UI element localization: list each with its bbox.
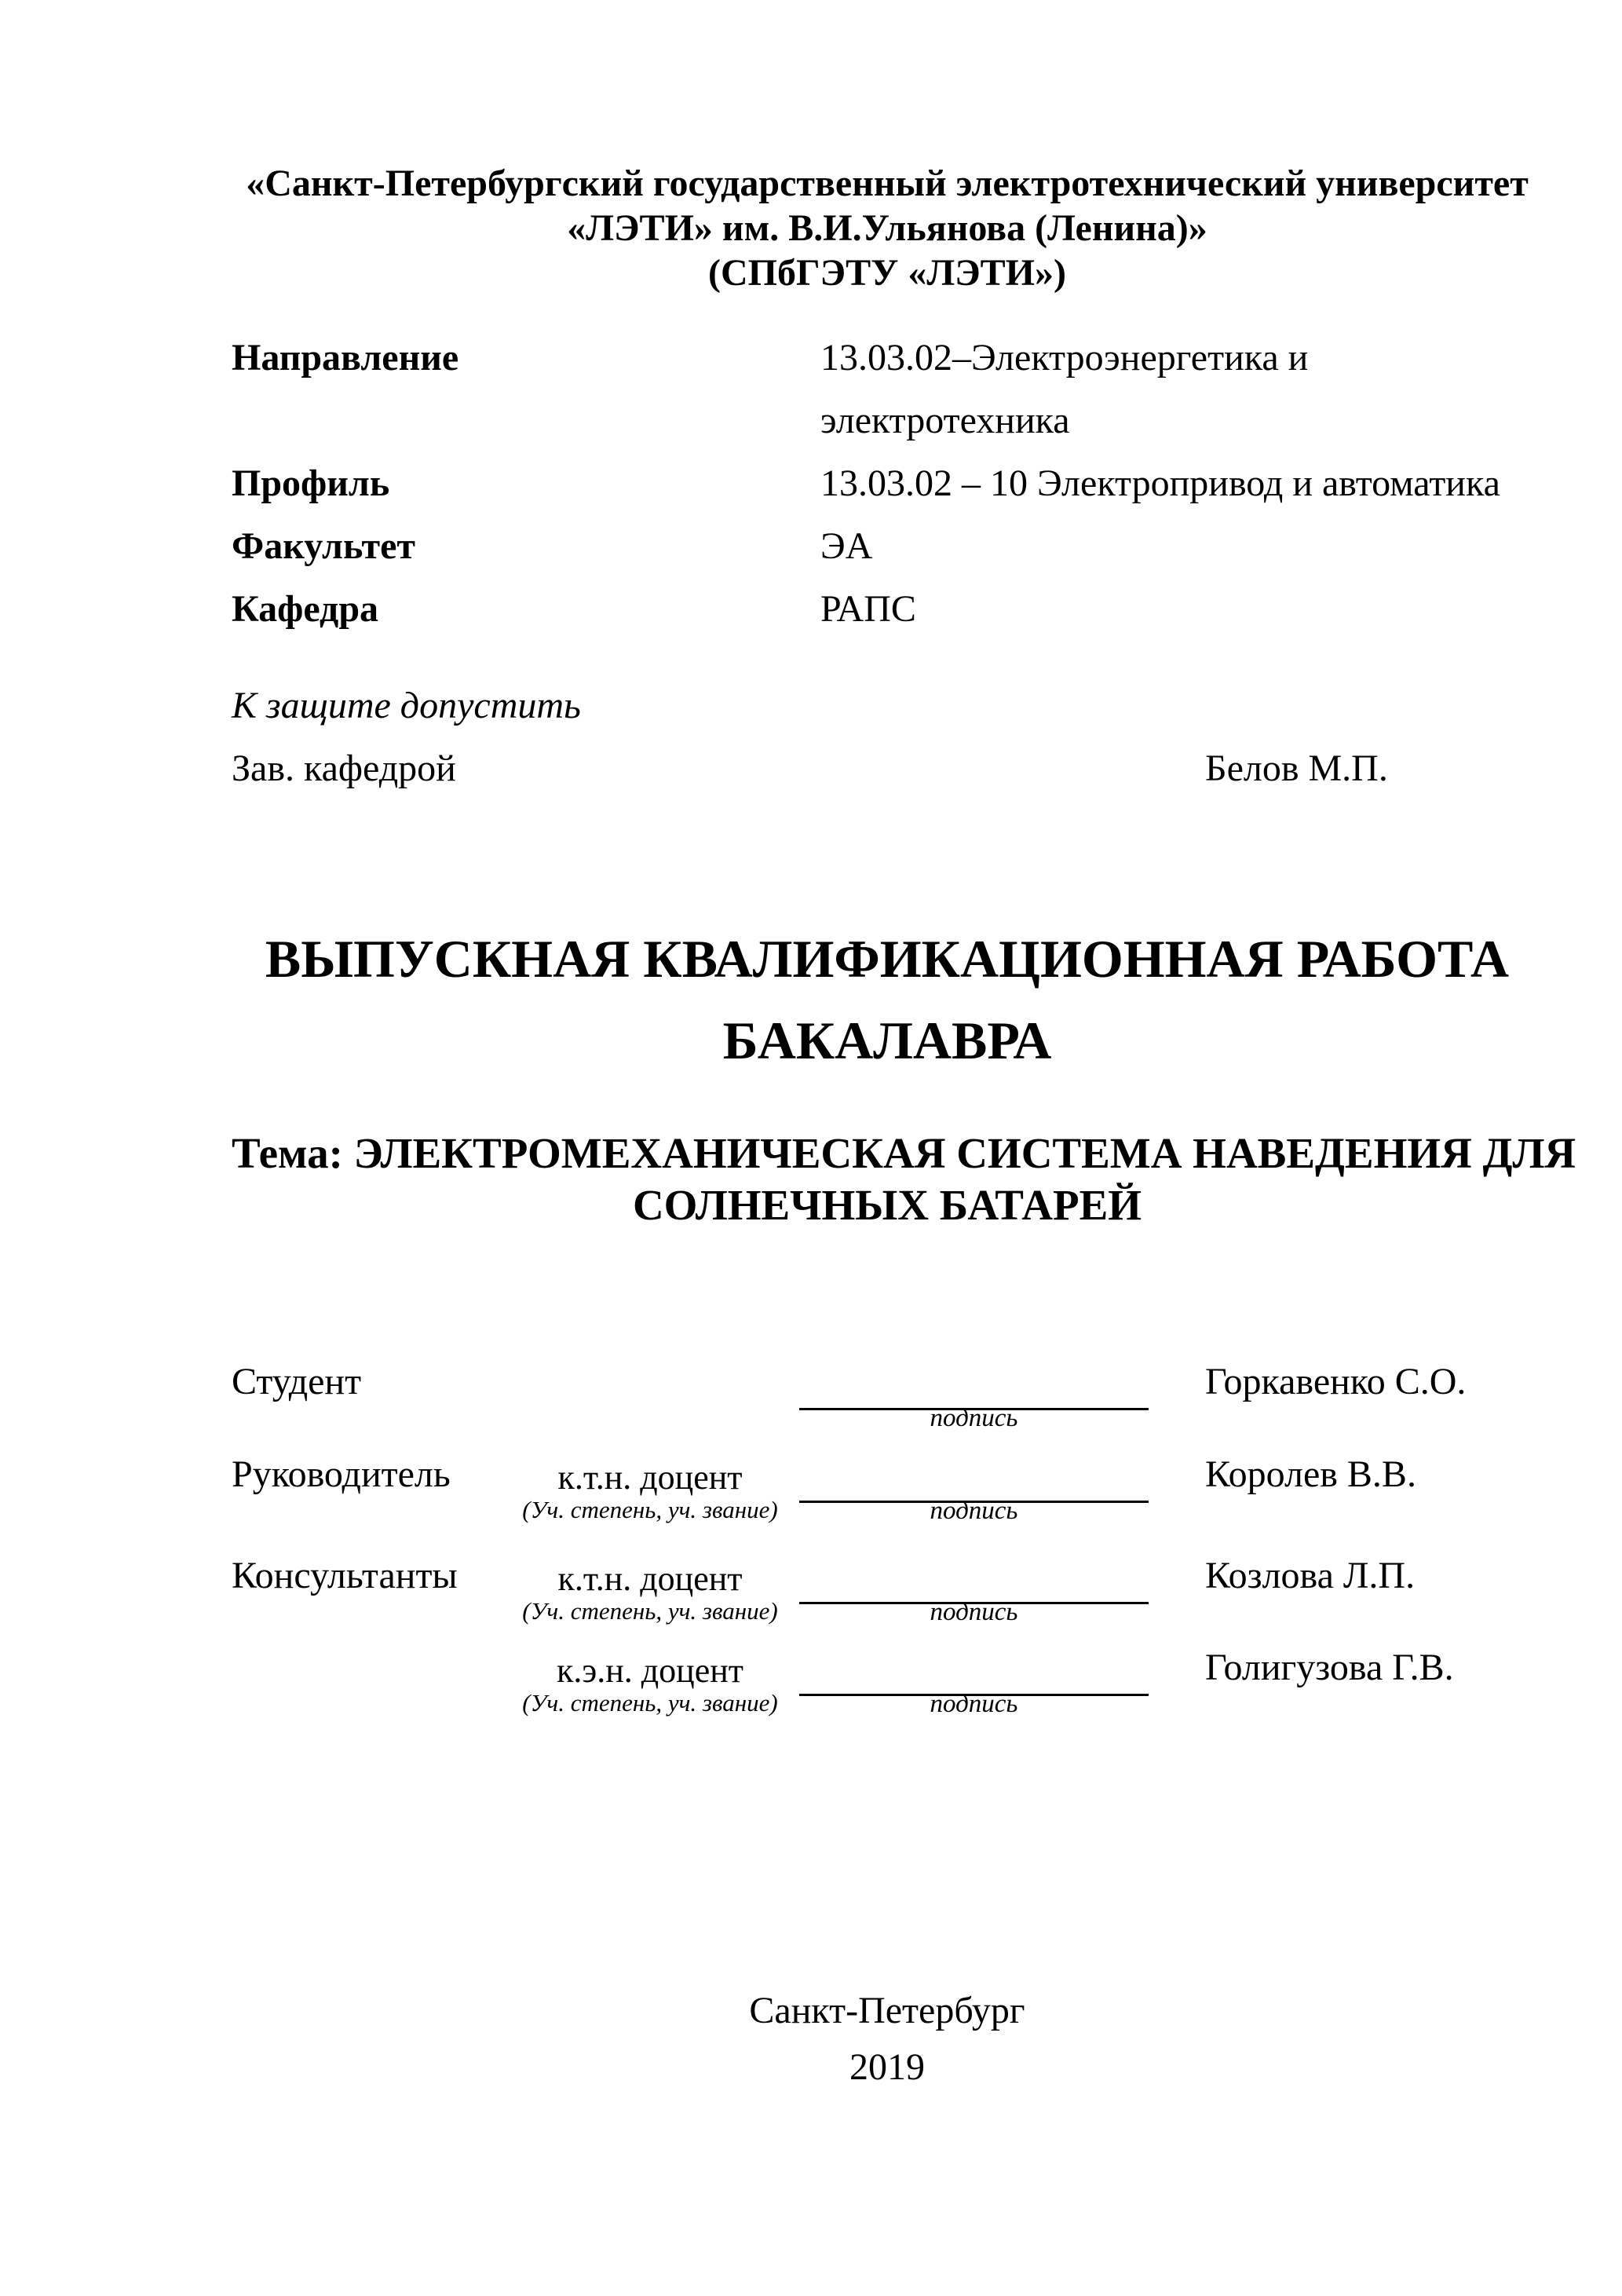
signature-row3-degree-text: к.т.н. доцент	[557, 1559, 743, 1598]
signature-row2-degree-note: (Уч. степень, уч. звание)	[522, 1496, 778, 1523]
field-direction-value	[820, 327, 1543, 452]
field-direction-label: Направление	[232, 337, 459, 378]
signature-row2-label: Руководитель	[232, 1453, 451, 1495]
work-title-line2: БАКАЛАВРА	[722, 1011, 1052, 1070]
admission-block	[232, 675, 1543, 800]
field-profile-value: 13.03.02 – 10 Электропривод и автоматика	[820, 462, 1500, 504]
field-faculty-value: ЭА	[820, 525, 873, 567]
university-header	[232, 161, 1543, 295]
signature-row2-caption: подпись	[930, 1497, 1018, 1525]
signature-row3-name: Козлова Л.П.	[1205, 1555, 1416, 1596]
signature-row1-label: Студент	[232, 1361, 362, 1402]
field-department-label: Кафедра	[232, 588, 379, 630]
field-profile	[232, 452, 1543, 515]
signature-row4-degree-note: (Уч. степень, уч. звание)	[522, 1689, 778, 1717]
field-profile-label: Профиль	[232, 462, 390, 504]
field-faculty-label: Факультет	[232, 525, 415, 567]
signature-row3-label: Консультанты	[232, 1555, 458, 1596]
admission-role: Зав. кафедрой	[232, 748, 456, 789]
signature-row4-name: Голигузова Г.В.	[1205, 1647, 1454, 1688]
university-name-line2: «ЛЭТИ» им. В.И.Ульянова (Ленина)»	[567, 207, 1207, 249]
field-faculty	[232, 515, 1543, 578]
footer-city: Санкт-Петербург	[749, 1990, 1025, 2031]
signature-row1-caption: подпись	[930, 1404, 1018, 1432]
signature-row2-degree-text: к.т.н. доцент	[557, 1458, 743, 1497]
work-title	[232, 918, 1543, 1081]
work-theme	[232, 1128, 1576, 1231]
signature-row4-degree	[502, 1651, 798, 1719]
admission-name: Белов М.П.	[1205, 748, 1388, 789]
footer	[232, 1983, 1543, 2096]
signature-row1-name: Горкавенко С.О.	[1205, 1361, 1467, 1402]
field-direction-value-line2: электротехника	[820, 400, 1070, 441]
program-fields	[232, 327, 1543, 641]
admission-statement: К защите допустить	[232, 685, 581, 726]
work-title-line1: ВЫПУСКНАЯ КВАЛИФИКАЦИОННАЯ РАБОТА	[265, 929, 1510, 989]
field-department	[232, 578, 1543, 641]
signature-row3-degree	[502, 1559, 798, 1627]
field-direction	[232, 327, 1543, 452]
signature-row4-degree-text: к.э.н. доцент	[556, 1651, 744, 1690]
signature-row2-degree	[502, 1458, 798, 1526]
work-theme-line1: Тема: ЭЛЕКТРОМЕХАНИЧЕСКАЯ СИСТЕМА НАВЕДЕНИЯ ДЛЯ	[232, 1129, 1576, 1177]
university-abbreviation: (СПбГЭТУ «ЛЭТИ»)	[708, 252, 1066, 294]
signature-row3-caption: подпись	[930, 1598, 1018, 1626]
footer-year: 2019	[849, 2046, 925, 2088]
university-name-line1: «Санкт-Петербургский государственный электротехнический университет	[246, 163, 1529, 204]
signature-row2-name: Королев В.В.	[1205, 1453, 1416, 1495]
field-direction-value-line1: 13.03.02–Электроэнергетика и	[820, 337, 1309, 378]
field-department-value: РАПС	[820, 588, 916, 630]
admission-row	[232, 737, 1543, 800]
signature-row3-degree-note: (Уч. степень, уч. звание)	[522, 1597, 778, 1625]
work-theme-line2: СОЛНЕЧНЫХ БАТАРЕЙ	[632, 1181, 1142, 1229]
signature-row4-caption: подпись	[930, 1690, 1018, 1718]
